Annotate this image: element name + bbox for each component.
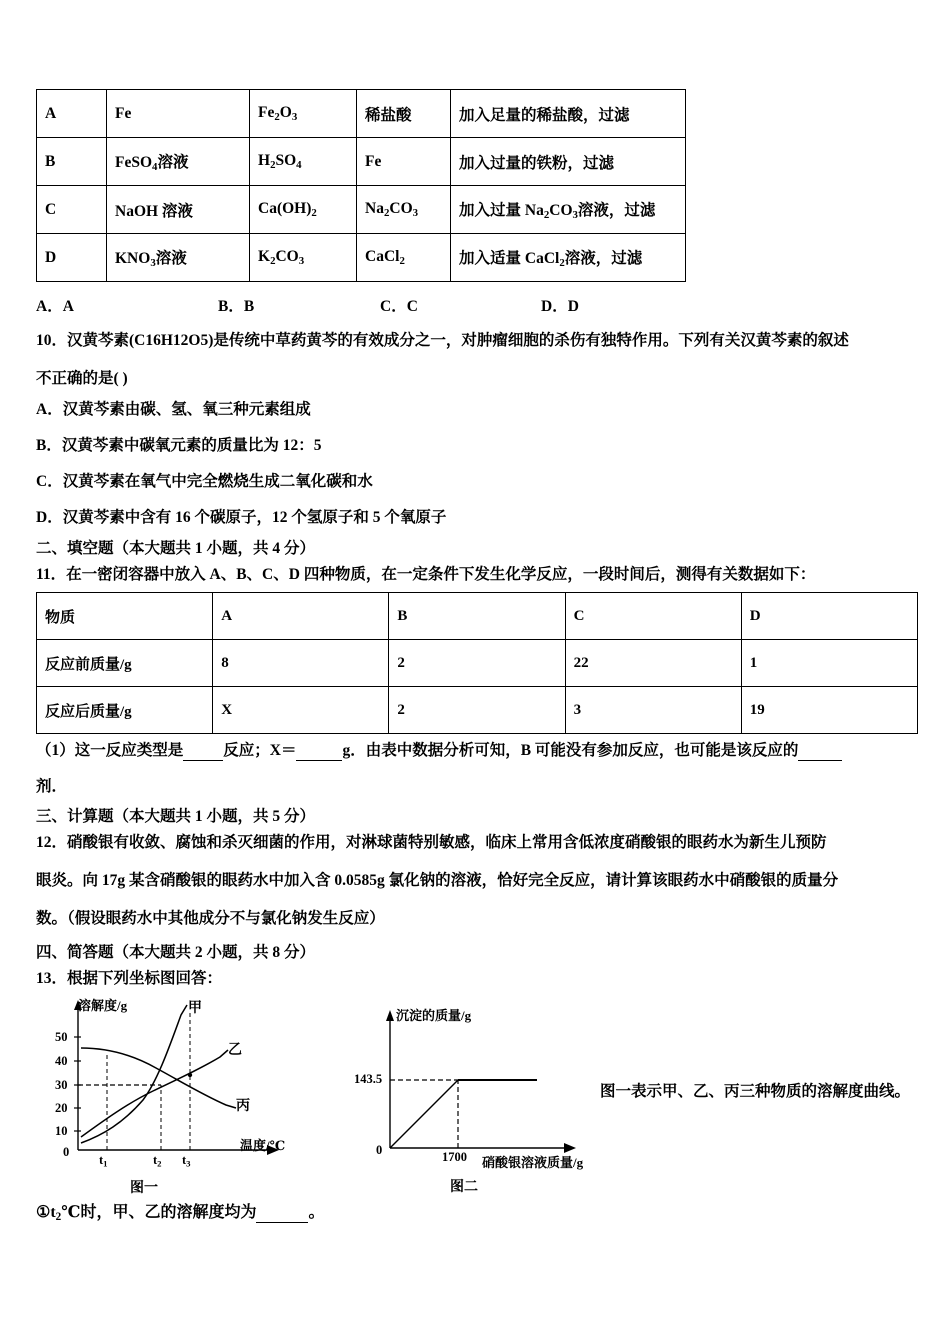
option-c[interactable]: C．C	[380, 298, 418, 315]
row-value: 2	[389, 687, 565, 734]
row-method: 加入足量的稀盐酸，过滤	[451, 90, 686, 138]
figure-one-caption: 图一	[130, 1181, 158, 1196]
row-substance: Fe	[107, 90, 250, 138]
table-row	[37, 90, 686, 138]
question-13-sub-1	[36, 1204, 324, 1224]
purification-table	[36, 89, 686, 282]
row-reagent: $Na_2CO_3$	[357, 186, 451, 234]
row-value: 2	[389, 640, 565, 687]
option-a[interactable]: A．A	[36, 298, 74, 315]
question-12-line1: 12．硝酸银有收敛、腐蚀和杀灭细菌的作用，对淋球菌特别敏感，临床上常用含低浓度硝酸银的眼药水为新生儿预防	[36, 834, 827, 851]
section-three-heading: 三、计算题（本大题共 1 小题，共 5 分）	[36, 808, 316, 825]
row-value: 22	[565, 640, 741, 687]
table-row	[37, 687, 918, 734]
y-origin-label: 0	[376, 1143, 383, 1157]
question-10-option-a[interactable]: A．汉黄芩素由碳、氢、氧三种元素组成	[36, 401, 311, 418]
curve-label-yi: 乙	[228, 1043, 242, 1058]
row-impurity: $K_2CO_3$	[250, 234, 357, 282]
row-value: 3	[565, 687, 741, 734]
header-cell: B	[389, 593, 565, 640]
header-cell: D	[741, 593, 917, 640]
figure-two-x-axis-title: 硝酸银溶液质量/g	[482, 1155, 584, 1170]
q11-text-c: g．由表中数据分析可知，B 可能没有参加反应，也可能是该反应的	[342, 742, 799, 759]
option-d[interactable]: D．D	[541, 298, 579, 315]
option-b[interactable]: B．B	[218, 298, 255, 315]
question-11-sub-line2: 剂．	[36, 778, 68, 795]
row-impurity: $H_2SO_4$	[250, 138, 357, 186]
row-label: 反应前质量/g	[37, 640, 213, 687]
row-substance: NaOH 溶液	[107, 186, 250, 234]
question-10-option-b[interactable]: B．汉黄芩素中碳氧元素的质量比为 12：5	[36, 437, 322, 454]
answer-blank[interactable]	[256, 1204, 308, 1223]
question-11-stem: 11．在一密闭容器中放入 A、B、C、D 四种物质，在一定条件下发生化学反应，一段时间后，测得有关数据如下：	[36, 566, 816, 583]
row-letter: A	[37, 90, 107, 138]
figure-two-y-axis-title: 沉淀的质量/g	[396, 1008, 472, 1023]
q13-suffix: 。	[308, 1204, 325, 1221]
answer-blank[interactable]	[296, 742, 342, 761]
section-four-heading: 四、简答题（本大题共 2 小题，共 8 分）	[36, 944, 316, 961]
question-10-stem-line1: 10．汉黄芩素(C16H12O5)是传统中草药黄芩的有效成分之一，对肿瘤细胞的杀伤有独特作用。下列有关汉黄芩素的叙述	[36, 332, 849, 349]
figure-one-svg	[48, 995, 348, 1195]
header-cell: C	[565, 593, 741, 640]
row-letter: D	[37, 234, 107, 282]
y-origin-label: 0	[63, 1145, 70, 1159]
row-reagent: CaCl$_2$	[357, 234, 451, 282]
question-10-stem-line2: 不正确的是( )	[36, 370, 128, 387]
q11-text-b: 反应；X＝	[223, 742, 297, 759]
y-tick-10: 10	[55, 1124, 68, 1138]
row-label: 反应后质量/g	[37, 687, 213, 734]
question-11-sub-line1	[36, 742, 842, 761]
y-tick-30: 30	[55, 1078, 68, 1092]
q11-text-a: （1）这一反应类型是	[36, 742, 184, 759]
row-reagent: Fe	[357, 138, 451, 186]
question-10-option-c[interactable]: C．汉黄芩素在氧气中完全燃烧生成二氧化碳和水	[36, 473, 373, 490]
table-row	[37, 234, 686, 282]
table-row	[37, 186, 686, 234]
row-method: 加入过量的铁粉，过滤	[451, 138, 686, 186]
row-impurity: $Ca(OH)_2$	[250, 186, 357, 234]
x-tick-1700: 1700	[442, 1150, 467, 1164]
y-tick-143-5: 143.5	[354, 1072, 383, 1086]
answer-blank[interactable]	[798, 742, 842, 761]
question-12-line3: 数。（假设眼药水中其他成分不与氯化钠发生反应）	[36, 910, 385, 927]
figure-note: 图一表示甲、乙、丙三种物质的溶解度曲线。	[600, 1083, 911, 1100]
row-substance: FeSO$_4$溶液	[107, 138, 250, 186]
row-value: X	[213, 687, 389, 734]
answer-blank[interactable]	[183, 742, 223, 761]
row-letter: C	[37, 186, 107, 234]
question-12-line2: 眼炎。向 17g 某含硝酸银的眼药水中加入含 0.0585g 氯化钠的溶液，恰好完全反应，请计算该眼药水中硝酸银的质量分	[36, 872, 839, 889]
table-header-row	[37, 593, 918, 640]
row-reagent: 稀盐酸	[357, 90, 451, 138]
row-method: 加入适量 CaCl$_2$溶液，过滤	[451, 234, 686, 282]
figure-two-precipitate-chart	[354, 1000, 637, 1195]
section-two-heading: 二、填空题（本大题共 1 小题，共 4 分）	[36, 540, 316, 557]
row-impurity: $Fe_2O_3$	[250, 90, 357, 138]
reaction-mass-table	[36, 592, 918, 734]
row-method: 加入过量 $Na_2CO_3$溶液，过滤	[451, 186, 686, 234]
table-row	[37, 640, 918, 687]
row-value: 19	[741, 687, 917, 734]
x-tick-t2: $t_2$	[153, 1153, 162, 1169]
header-cell: A	[213, 593, 389, 640]
question-10-option-d[interactable]: D．汉黄芩素中含有 16 个碳原子，12 个氢原子和 5 个氧原子	[36, 509, 447, 526]
question-9-options	[36, 294, 636, 314]
row-substance: $KNO_3$溶液	[107, 234, 250, 282]
figure-one-solubility-chart	[48, 995, 348, 1195]
q13-prefix: $①t_2℃$时，甲、乙的溶解度均为	[36, 1204, 257, 1224]
curve-label-jia: 甲	[188, 1001, 202, 1016]
figure-two-caption: 图二	[450, 1180, 478, 1195]
row-value: 1	[741, 640, 917, 687]
curve-label-bing: 丙	[236, 1099, 250, 1114]
x-tick-t3: $t_3$	[182, 1153, 191, 1169]
y-tick-40: 40	[55, 1054, 68, 1068]
y-tick-20: 20	[55, 1101, 68, 1115]
table-row	[37, 138, 686, 186]
y-tick-50: 50	[55, 1030, 68, 1044]
row-value: 8	[213, 640, 389, 687]
figure-one-x-axis-title: 温度/℃	[240, 1138, 286, 1153]
x-tick-t1: $t_1$	[99, 1153, 108, 1169]
figure-one-y-axis-title: 溶解度/g	[78, 998, 128, 1013]
header-cell: 物质	[37, 593, 213, 640]
question-13-stem: 13．根据下列坐标图回答：	[36, 970, 223, 987]
row-letter: B	[37, 138, 107, 186]
